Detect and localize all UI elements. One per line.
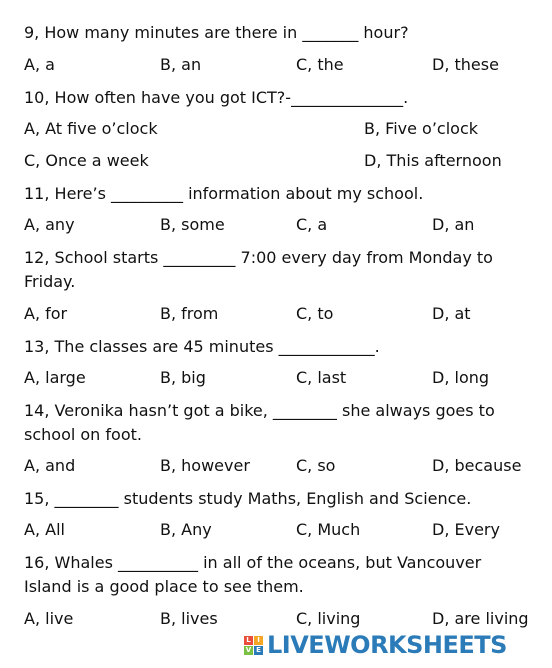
q10-option-a[interactable]: A, At five o’clock	[24, 119, 158, 138]
question-12: 12, School starts _________ 7:00 every day from Monday to Friday.	[24, 248, 493, 291]
q13-option-c[interactable]: C, last	[296, 368, 347, 387]
q15-option-a[interactable]: A, All	[24, 520, 65, 539]
q15-option-c[interactable]: C, Much	[296, 520, 361, 539]
q14-option-a[interactable]: A, and	[24, 456, 76, 475]
q10-option-d[interactable]: D, This afternoon	[364, 151, 502, 170]
logo-text: LIVEWORKSHEETS	[267, 631, 507, 659]
q16-option-a[interactable]: A, live	[24, 609, 74, 628]
q12-option-a[interactable]: A, for	[24, 304, 68, 323]
q10-option-c[interactable]: C, Once a week	[24, 151, 149, 170]
q9-option-d[interactable]: D, these	[432, 55, 499, 74]
q9-option-c[interactable]: C, the	[296, 55, 344, 74]
q11-option-b[interactable]: B, some	[160, 215, 225, 234]
q11-option-d[interactable]: D, an	[432, 215, 475, 234]
q9-option-a[interactable]: A, a	[24, 55, 55, 74]
q11-option-a[interactable]: A, any	[24, 215, 75, 234]
q13-option-a[interactable]: A, large	[24, 368, 86, 387]
question-15: 15, ________ students study Maths, English and Science.	[24, 489, 472, 508]
q14-option-b[interactable]: B, however	[160, 456, 250, 475]
q13-option-d[interactable]: D, long	[432, 368, 490, 387]
logo-mark-tile: L	[244, 636, 253, 645]
liveworksheets-logo	[244, 630, 507, 660]
logo-mark-tile: V	[245, 646, 252, 654]
q16-option-d[interactable]: D, are living	[432, 609, 529, 628]
q10-option-b[interactable]: B, Five o’clock	[364, 119, 478, 138]
q15-option-d[interactable]: D, Every	[432, 520, 500, 539]
question-10: 10, How often have you got ICT?-______________.	[24, 88, 409, 107]
q14-option-d[interactable]: D, because	[432, 456, 522, 475]
q9-option-b[interactable]: B, an	[160, 55, 202, 74]
question-13: 13, The classes are 45 minutes ____________.	[24, 337, 380, 356]
question-16: 16, Whales __________ in all of the oceans, but Vancouver Island is a good place to see them.	[24, 553, 482, 596]
logo-mark-tile: E	[254, 646, 263, 655]
q11-option-c[interactable]: C, a	[296, 215, 328, 234]
question-9: 9, How many minutes are there in _______ hour?	[24, 23, 409, 42]
q16-option-c[interactable]: C, living	[296, 609, 361, 628]
q16-option-b[interactable]: B, lives	[160, 609, 218, 628]
logo-mark-icon	[244, 636, 263, 655]
q12-option-c[interactable]: C, to	[296, 304, 334, 323]
question-11: 11, Here’s _________ information about my school.	[24, 184, 424, 203]
q13-option-b[interactable]: B, big	[160, 368, 206, 387]
logo-mark-tile: I	[254, 636, 263, 645]
q15-option-b[interactable]: B, Any	[160, 520, 212, 539]
q12-option-b[interactable]: B, from	[160, 304, 219, 323]
question-14: 14, Veronika hasn’t got a bike, ________ she always goes to school on foot.	[24, 401, 495, 444]
q14-option-c[interactable]: C, so	[296, 456, 336, 475]
q12-option-d[interactable]: D, at	[432, 304, 471, 323]
